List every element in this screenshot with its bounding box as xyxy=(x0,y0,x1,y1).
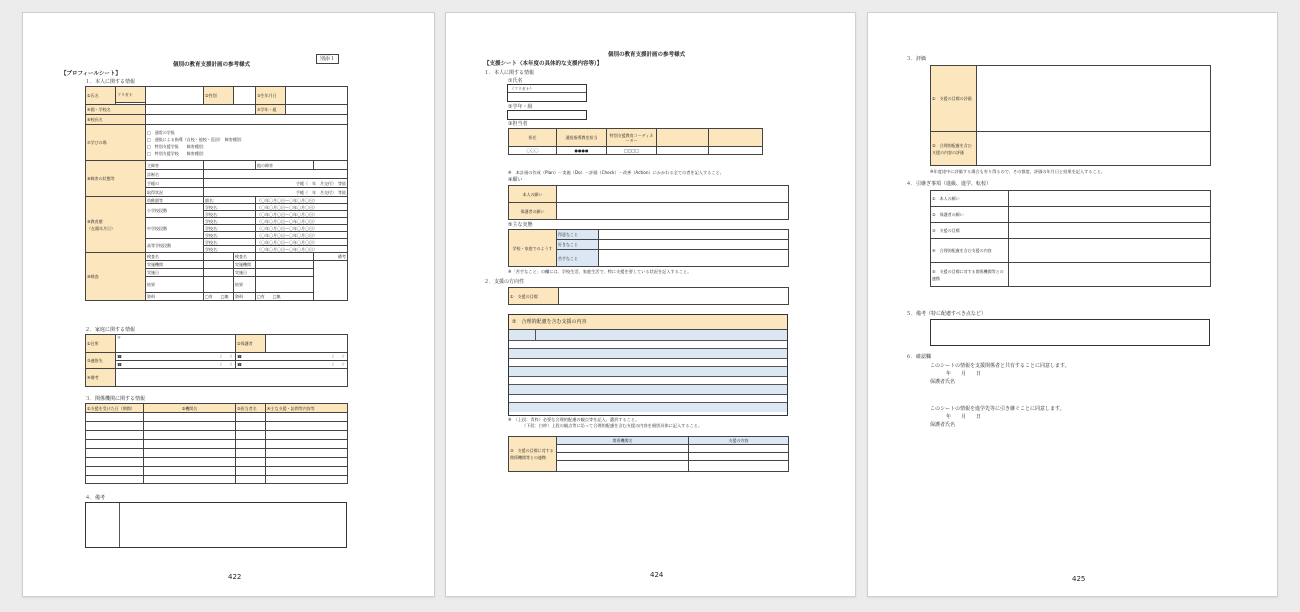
contact-paren: （ ） xyxy=(218,362,234,367)
section-heading: ４．備考 xyxy=(85,495,106,501)
actual-label: 学校・家庭でのようす xyxy=(509,230,557,267)
phone-icon: ☎ xyxy=(237,362,242,367)
actual-table xyxy=(508,229,789,267)
label-birth: ③生年月日 xyxy=(256,87,286,105)
remarks-box xyxy=(85,502,347,548)
staff-value xyxy=(709,147,763,155)
confirm-text: このシートの情報を進学先等に引き継ぐことに同意します。 xyxy=(930,406,1065,412)
label-grade: ⑤学年・組 xyxy=(256,105,286,115)
label-checkup: ⑩検査 xyxy=(86,253,146,301)
check-yesno: □有 □無 xyxy=(204,293,234,301)
page-number: 424 xyxy=(650,571,664,579)
staff-value: 〇〇〇 xyxy=(509,147,557,155)
actual-note: ※「苦手なこと」の欄には、学校生活、家庭生活で、特に支援を要している状況を記入すること。 xyxy=(508,269,692,274)
page-number: 425 xyxy=(1072,575,1086,583)
edu-group: 幼稚園等 xyxy=(146,197,204,204)
check-row: 検査名 xyxy=(234,253,256,261)
notebook-field: 手帳（ 年 月交付） 等級 xyxy=(204,188,348,197)
eval-note: ※年度途中に評価する場合も有り得るので、その都度、評価の年月日と結果を記入すること。 xyxy=(930,169,1106,174)
goal-label: ① 支援の目標 xyxy=(509,288,559,305)
section-heading: ２．家庭に関する情報 xyxy=(85,327,136,333)
postal-mark: 〒 xyxy=(116,335,236,353)
agency-header: ③担当者名 xyxy=(236,404,266,413)
page-title: 個別の教育支援計画の参考様式 xyxy=(173,62,251,68)
confirm-date: 年 月 日 xyxy=(946,371,982,377)
coop-header: 関係機関名 xyxy=(557,437,689,445)
section-heading: ６．確認欄 xyxy=(906,354,932,360)
edu-dates: （〇年〇月〇日～〇年〇月〇日） xyxy=(256,246,348,253)
edu-dates: （〇年〇月〇日～〇年〇月〇日） xyxy=(256,204,348,211)
agency-header: ①支援を受けた日（期間） xyxy=(86,404,144,413)
staff-header xyxy=(709,129,763,147)
accommodation-label: ② 合理的配慮を含む支援の内容 xyxy=(512,319,587,325)
edu-group: 小学校段階 xyxy=(146,204,204,218)
phone-icon: ☎ xyxy=(237,354,242,359)
edu-dates: （〇年〇月〇日～〇年〇月〇日） xyxy=(256,225,348,232)
guardian-name: 保護者氏名 xyxy=(930,379,956,385)
edu-dates: （〇年〇月〇日～〇年〇月〇日） xyxy=(256,197,348,204)
page-number: 422 xyxy=(228,573,242,581)
handover-row: ① 本人の願い xyxy=(931,191,1009,207)
phone-icon: ☎ xyxy=(117,354,122,359)
phone-icon: ☎ xyxy=(117,362,122,367)
handover-row: ④ 合理的配慮を含む支援の内容 xyxy=(931,239,1009,263)
staff-header: 通級指導教室担当 xyxy=(557,129,607,147)
label-furigana: フリガナ xyxy=(116,87,146,103)
agency-header: ②機関名 xyxy=(144,404,236,413)
lp-option: □ 通常の学級 xyxy=(147,129,175,135)
dis-row: 診断名 xyxy=(146,170,204,179)
edu-item: 学校名： xyxy=(204,204,256,211)
acc-note: （下段：白枠）上段の観点等に沿って合理的配慮を含む支援の内容を個別具体に記入すること。 xyxy=(522,423,703,428)
dis-other: 他の障害 xyxy=(256,161,314,170)
contact-paren: （ ） xyxy=(330,354,346,359)
name-box xyxy=(507,84,587,102)
edu-item: 学校名： xyxy=(204,211,256,218)
wish-row: 保護者の願い xyxy=(509,203,557,220)
section-heading: ３．関係機関に関する情報 xyxy=(85,396,146,402)
section-heading: ５．備考（特に配慮すべき点など） xyxy=(906,311,986,317)
check-row: 実施日 xyxy=(146,269,204,277)
label-learning-place: ⑦学びの場 xyxy=(86,125,146,161)
wishes-table xyxy=(508,185,789,220)
edu-item: 学校名： xyxy=(204,239,256,246)
label-name: ①氏名 xyxy=(86,87,116,105)
edu-dates: （〇年〇月〇日～〇年〇月〇日） xyxy=(256,211,348,218)
eval-row: ① 支援の目標の評価 xyxy=(931,66,977,132)
label-guardian: ②保護者 xyxy=(236,335,266,353)
edu-item: 学校名： xyxy=(204,218,256,225)
label-gender: ②性別 xyxy=(204,87,234,105)
check-row: 実施機関 xyxy=(146,261,204,269)
attachment-label: 別添１ xyxy=(316,54,339,64)
section-heading: ４．引継ぎ事項（進級、進学、転校） xyxy=(906,181,992,187)
lp-option: □ 通級による指導（自校・他校・巡回） 障害種別： xyxy=(147,136,245,142)
dis-row: 主障害 xyxy=(146,161,204,170)
edu-dates: （〇年〇月〇日～〇年〇月〇日） xyxy=(256,232,348,239)
label-name: ①氏名 xyxy=(508,78,523,84)
page-425 xyxy=(867,12,1278,597)
label-address: ①住所 xyxy=(86,335,116,353)
agency-header: ④主な支援・訪問等内容等 xyxy=(266,404,348,413)
coop-table xyxy=(508,436,789,472)
eval-table xyxy=(930,65,1211,166)
grade-box xyxy=(507,110,587,120)
confirm-text: このシートの情報を支援関係者と共有することに同意します。 xyxy=(930,363,1070,369)
edu-dates: （〇年〇月〇日～〇年〇月〇日） xyxy=(256,218,348,225)
handover-row: ⑤ 支援の目標に対する関係機関等との連携 xyxy=(931,263,1009,287)
actual-row: 苦手なこと xyxy=(557,250,599,267)
actual-row: 得意なこと xyxy=(557,230,599,240)
label-edu-sub: （在籍年月日） xyxy=(87,225,115,231)
agency-table xyxy=(85,403,348,484)
staff-value: ●●●● xyxy=(557,147,607,155)
check-row: 結果 xyxy=(234,277,256,293)
edu-item: 学校名： xyxy=(204,232,256,239)
dis-row: 手帳の xyxy=(146,179,204,188)
sheet-title: 【支援シート（本年度の具体的な支援内容等）】 xyxy=(484,61,603,67)
edu-group: 高等学校段階 xyxy=(146,239,204,253)
handover-row: ③ 支援の目標 xyxy=(931,223,1009,239)
guardian-name: 保護者氏名 xyxy=(930,422,956,428)
check-row: 資料 xyxy=(146,293,204,301)
eval-row: ② 合理的配慮を含む支援の内容の評価 xyxy=(931,132,977,166)
label-edu-history: ⑨教育歴 xyxy=(87,218,103,224)
check-yesno: □有 □無 xyxy=(256,293,314,301)
handover-row: ② 保護者の願い xyxy=(931,207,1009,223)
label-staff: ③担当者 xyxy=(508,121,528,127)
handover-table xyxy=(930,190,1211,287)
pdca-note: ※ 本計画の作成（Plan）－実施（Do）－評価（Check）－改善（Action）にかかわる全ての者を記入すること。 xyxy=(508,170,724,175)
acc-note: ※ （上段：青枠）必要な合理的配慮の観点等を記入、選択すること。 xyxy=(508,417,640,422)
remarks-col: 備考 xyxy=(314,253,348,261)
staff-header: 特別支援教育コーディネーター xyxy=(607,129,657,147)
check-row: 実施日 xyxy=(234,269,256,277)
check-row: 資料 xyxy=(234,293,256,301)
wish-row: 本人の願い xyxy=(509,186,557,203)
label-remarks: ④備考 xyxy=(86,369,116,387)
edu-item: 学校名： xyxy=(204,225,256,232)
notebook-field: 手帳（ 年 月交付） 等級 xyxy=(204,179,348,188)
label-contact: ③連絡先 xyxy=(86,353,116,369)
edu-group: 中学校段階 xyxy=(146,218,204,239)
confirm-date: 年 月 日 xyxy=(946,414,982,420)
label-school: ④園・学校名 xyxy=(86,105,146,115)
staff-value: □□□□ xyxy=(607,147,657,155)
staff-header xyxy=(657,129,709,147)
coop-label: ③ 支援の目標に対する関係機関等との連携 xyxy=(509,437,557,472)
check-row: 実施機関 xyxy=(234,261,256,269)
section-heading: １．本人に関する情報 xyxy=(484,70,535,76)
page-424 xyxy=(445,12,856,597)
staff-table xyxy=(508,128,763,155)
check-row: 検査名 xyxy=(146,253,204,261)
page-title: 個別の教育支援計画の参考様式 xyxy=(608,52,686,58)
edu-item: 学校名： xyxy=(204,246,256,253)
family-table xyxy=(85,334,348,387)
staff-value xyxy=(657,147,709,155)
check-row: 結果 xyxy=(146,277,204,293)
sheet-title: 【プロフィールシート】 xyxy=(61,71,121,77)
page-422 xyxy=(22,12,435,597)
edu-item: 園名： xyxy=(204,197,256,204)
section-heading: ３．評価 xyxy=(906,56,927,62)
profile-table xyxy=(85,86,348,301)
lp-option: □ 特別支援学級 障害種別： xyxy=(147,143,207,149)
coop-header: 支援の内容 xyxy=(689,437,789,445)
label-disability: ⑧障害の状態等 xyxy=(86,161,146,197)
label-actual: ⑤主な実態 xyxy=(508,222,533,228)
contact-paren: （ ） xyxy=(218,354,234,359)
contact-paren: （ ） xyxy=(330,362,346,367)
label-grade: ②学年・組 xyxy=(508,104,533,110)
notes-box xyxy=(930,319,1210,346)
furigana-label: （フリガナ） xyxy=(510,86,534,91)
section-heading: ２．支援の方向性 xyxy=(484,279,525,285)
accommodation-box xyxy=(508,314,788,416)
section-heading: １．本人に関する情報 xyxy=(85,79,136,85)
dis-row: 取得状況 xyxy=(146,188,204,197)
actual-row: 好きなこと xyxy=(557,240,599,250)
label-principal: ⑥校長名 xyxy=(86,115,146,125)
goal-table xyxy=(508,287,789,305)
staff-header: 担任 xyxy=(509,129,557,147)
lp-option: □ 特別支援学校 障害種別： xyxy=(147,150,207,156)
edu-dates: （〇年〇月〇日～〇年〇月〇日） xyxy=(256,239,348,246)
label-wishes: ④願い xyxy=(508,177,523,183)
